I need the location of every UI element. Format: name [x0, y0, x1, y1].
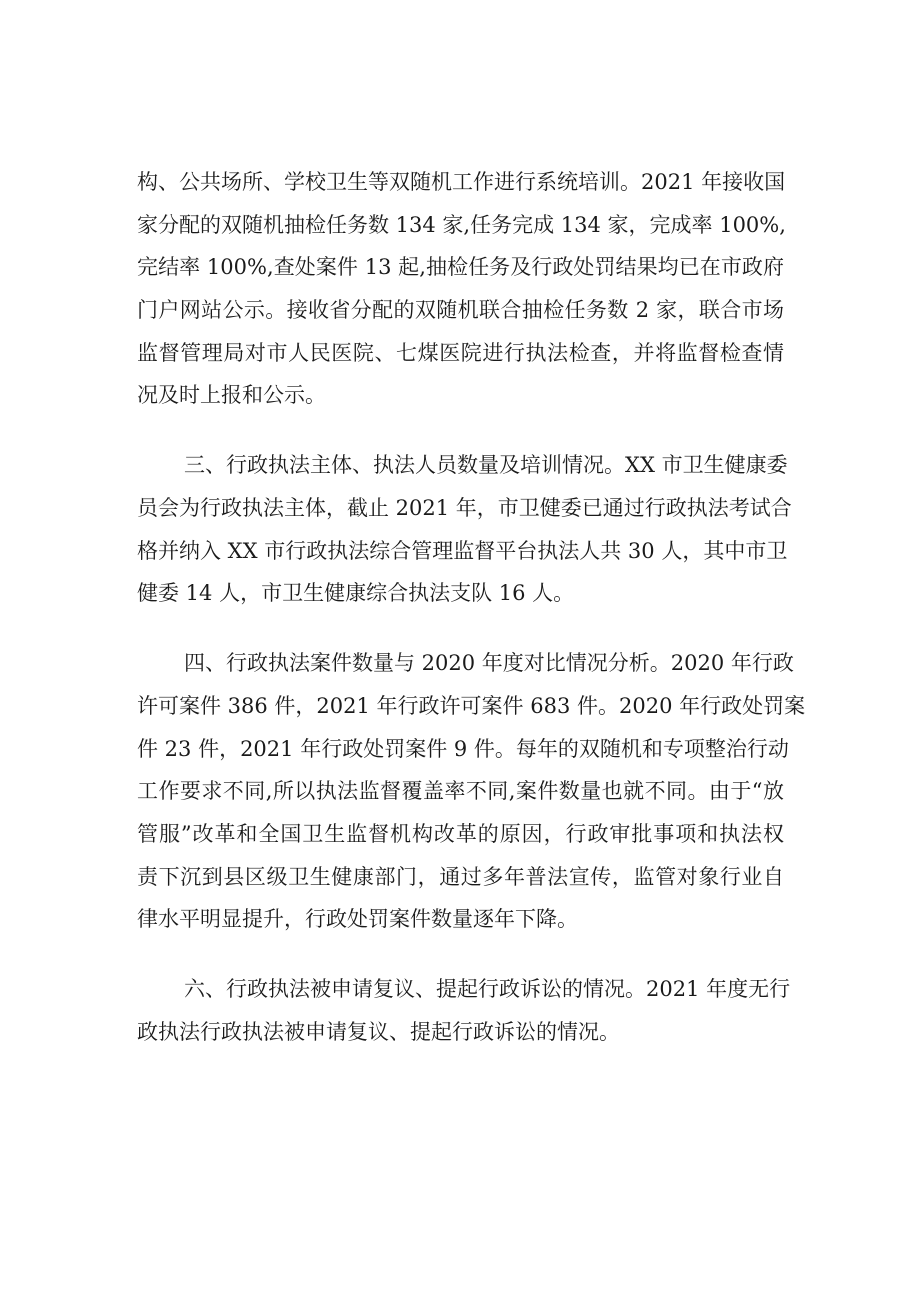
section-heading-line: 六、行政执法被申请复议、提起行政诉讼的情况。2021 年度无行 — [184, 977, 791, 1001]
text-line: 家分配的双随机抽检任务数 134 家,任务完成 134 家，完成率 100%, — [137, 213, 786, 237]
text-line: 格并纳入 XX 市行政执法综合管理监督平台执法人共 30 人，其中市卫 — [137, 539, 788, 563]
text-line: 工作要求不同,所以执法监督覆盖率不同,案件数量也就不同。由于“放 — [137, 779, 784, 803]
text-line: 许可案件 386 件，2021 年行政许可案件 683 件。2020 年行政处罚案 — [137, 694, 806, 718]
section-heading-line: 四、行政执法案件数量与 2020 年度对比情况分析。2020 年行政 — [184, 651, 794, 675]
text-line: 管服”改革和全国卫生监督机构改革的原因，行政审批事项和执法权 — [137, 822, 784, 846]
text-line: 责下沉到县区级卫生健康部门，通过多年普法宣传，监管对象行业自 — [137, 865, 784, 889]
section-heading-line: 三、行政执法主体、执法人员数量及培训情况。XX 市卫生健康委 — [184, 453, 788, 477]
text-line: 律水平明显提升，行政处罚案件数量逐年下降。 — [137, 907, 578, 931]
text-line: 况及时上报和公示。 — [137, 383, 326, 407]
text-line: 件 23 件，2021 年行政处罚案件 9 件。每年的双随机和专项整治行动 — [137, 737, 789, 761]
text-line: 健委 14 人，市卫生健康综合执法支队 16 人。 — [137, 581, 575, 605]
text-line: 政执法行政执法被申请复议、提起行政诉讼的情况。 — [137, 1020, 620, 1044]
text-line: 完结率 100%,查处案件 13 起,抽检任务及行政处罚结果均已在市政府 — [137, 255, 784, 279]
text-line: 员会为行政执法主体，截止 2021 年，市卫健委已通过行政执法考试合 — [137, 496, 792, 520]
text-line: 门户网站公示。接收省分配的双随机联合抽检任务数 2 家，联合市场 — [137, 298, 784, 322]
text-line: 构、公共场所、学校卫生等双随机工作进行系统培训。2021 年接收国 — [137, 170, 786, 194]
text-line: 监督管理局对市人民医院、七煤医院进行执法检查，并将监督检查情 — [137, 341, 784, 365]
